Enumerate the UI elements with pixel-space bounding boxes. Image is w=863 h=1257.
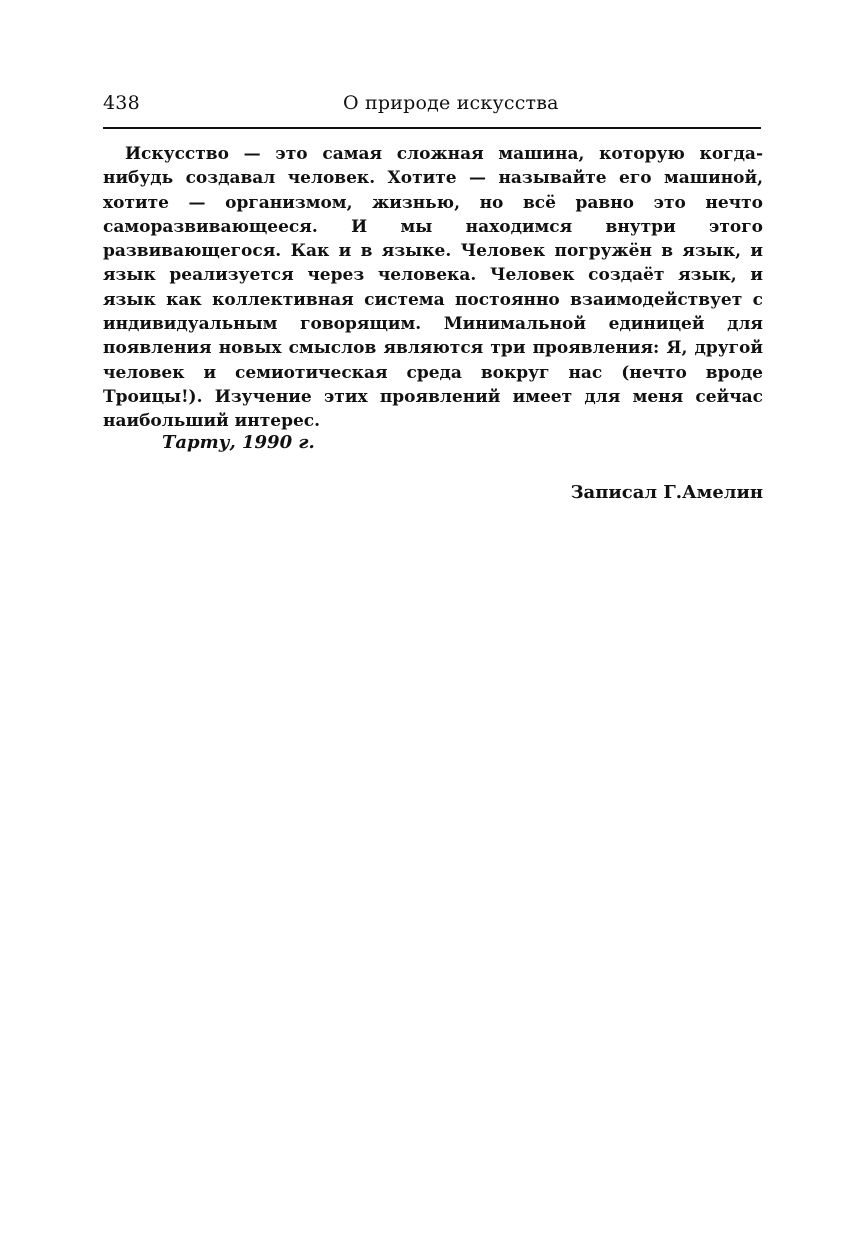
dateline: Тарту, 1990 г. (162, 432, 315, 453)
running-title: О природе искусства (343, 92, 559, 114)
page-header (103, 88, 763, 122)
page-number: 438 (103, 92, 140, 114)
body-paragraph: Искусство — это самая сложная машина, которую когда-нибудь создавал человек. Хотите — называйте его машиной, хотите — организмом, жизнью, но всё равно это нечто саморазвивающееся. И мы находимся внутри этого развивающегося. Как и в языке. Человек погружён в язык, и язык реализуется через человека. Человек создаёт язык, и язык как коллективная система постоянно взаимодействует с индивидуальным говорящим. Минимальной единицей для появления новых смыслов являются три проявления: Я, другой человек и семиотическая среда вокруг нас (нечто вроде Троицы!). Изучение этих проявлений имеет для меня сейчас наибольший интерес. (103, 144, 763, 432)
header-rule (103, 127, 761, 129)
signature: Записал Г.Амелин (570, 482, 763, 503)
